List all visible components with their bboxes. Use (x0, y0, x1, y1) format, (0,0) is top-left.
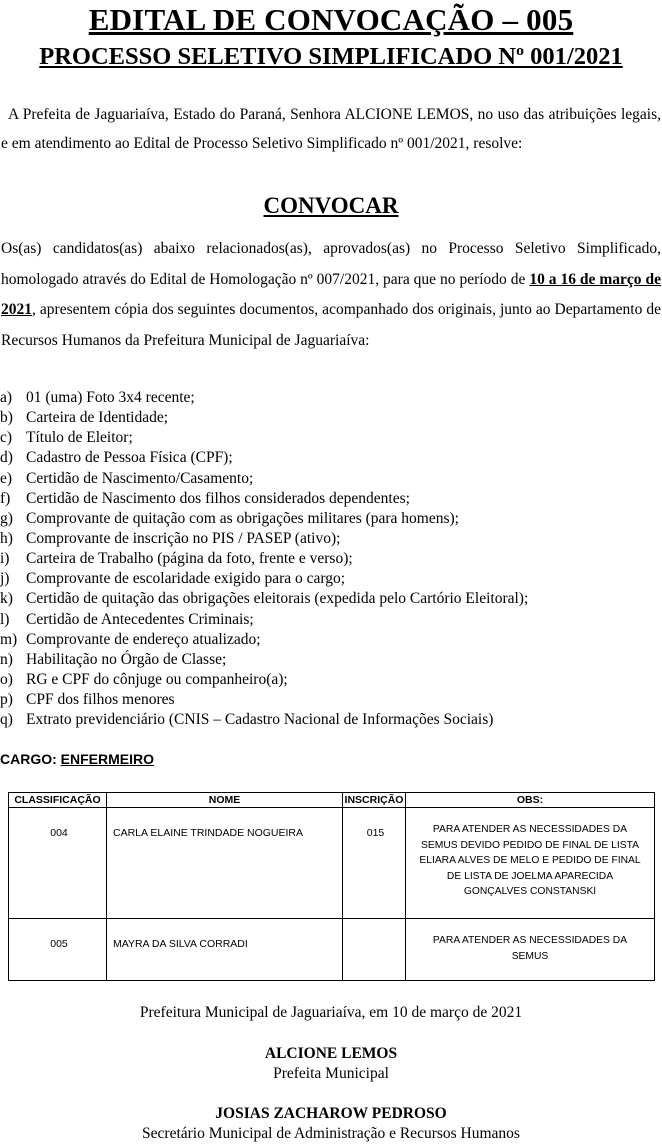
list-item-text: Extrato previdenciário (CNIS – Cadastro Nacional de Informações Sociais) (26, 711, 494, 729)
signer2-name: JOSIAS ZACHAROW PEDROSO (215, 1105, 447, 1122)
cell-classificacao: 004 (9, 808, 107, 919)
list-item-text: Carteira de Identidade; (26, 409, 169, 427)
document-list (0, 388, 660, 730)
deadline-date: 10 a 16 de março de 2021 (1, 270, 661, 318)
list-item-letter: d) (0, 449, 13, 467)
list-item-text: Certidão de Nascimento dos filhos considerados dependentes; (26, 489, 410, 507)
list-item-letter: e) (0, 469, 13, 487)
body-paragraph (1, 234, 661, 356)
list-item-letter: m) (0, 630, 18, 648)
document-list-item (0, 489, 660, 509)
document-list-item (0, 630, 660, 650)
column-header-obs: OBS: (406, 793, 655, 808)
document-list-item (0, 529, 660, 549)
list-item-letter: c) (0, 429, 13, 447)
cell-obs: PARA ATENDER AS NECESSIDADES DA SEMUS DEVIDO PEDIDO DE FINAL DE LISTA ELIARA ALVES DE MELO E PEDIDO DE FINAL DE LISTA DE JOELMA APARECIDA GONÇALVES CONSTANSKI (406, 808, 655, 919)
list-item-letter: k) (0, 590, 13, 608)
document-list-item (0, 549, 660, 569)
cargo-line (0, 751, 154, 767)
list-item-text: Cadastro de Pessoa Física (CPF); (26, 449, 233, 467)
cell-inscricao (343, 919, 406, 981)
list-item-text: Certidão de Antecedentes Criminais; (26, 610, 254, 628)
cell-nome: CARLA ELAINE TRINDADE NOGUEIRA (107, 808, 343, 919)
process-subtitle: PROCESSO SELETIVO SIMPLIFICADO Nº 001/2021 (39, 43, 623, 70)
list-item-text: Comprovante de endereço atualizado; (26, 630, 261, 648)
document-list-item (0, 610, 660, 630)
list-item-letter: q) (0, 711, 13, 729)
candidates-table (8, 792, 655, 981)
document-list-item (0, 428, 660, 448)
table-header-row (9, 793, 655, 808)
signer2-role: Secretário Municipal de Administração e Recursos Humanos (142, 1125, 520, 1142)
cell-inscricao: 015 (343, 808, 406, 919)
body-text-before-date: Os(as) candidatos(as) abaixo relacionados(as), aprovados(as) no Processo Seletivo Simplificado, homologado através do Edital de Homologação nº 007/2021, para que no período de (1, 240, 661, 288)
document-list-item (0, 589, 660, 609)
list-item-text: Comprovante de quitação com as obrigações militares (para homens); (26, 509, 459, 527)
document-list-item (0, 469, 660, 489)
document-list-item (0, 408, 660, 428)
list-item-text: Habilitação no Órgão de Classe; (26, 650, 227, 668)
list-item-text: Título de Eleitor; (26, 429, 133, 447)
document-list-item (0, 569, 660, 589)
document-list-item (0, 509, 660, 529)
cell-classificacao: 005 (9, 919, 107, 981)
list-item-text: RG e CPF do cônjuge ou companheiro(a); (26, 670, 288, 688)
cargo-value: ENFERMEIRO (60, 751, 155, 767)
column-header-inscricao: INSCRIÇÃO (343, 793, 406, 808)
list-item-text: Comprovante de escolaridade exigido para o cargo; (26, 570, 346, 588)
table-row (9, 808, 655, 919)
document-list-item (0, 650, 660, 670)
document-list-item (0, 710, 660, 730)
list-item-letter: b) (0, 409, 13, 427)
list-item-letter: a) (0, 389, 13, 406)
cell-obs: PARA ATENDER AS NECESSIDADES DA SEMUS (406, 919, 655, 981)
signer1-role: Prefeita Municipal (273, 1065, 389, 1082)
list-item-letter: g) (0, 509, 13, 527)
list-item-text: 01 (uma) Foto 3x4 recente; (26, 389, 195, 406)
list-item-text: Certidão de Nascimento/Casamento; (26, 469, 254, 487)
column-header-classificacao: CLASSIFICAÇÃO (9, 793, 107, 808)
list-item-text: Carteira de Trabalho (página da foto, frente e verso); (26, 550, 353, 568)
list-item-letter: i) (0, 550, 10, 568)
intro-paragraph: A Prefeita de Jaguariaíva, Estado do Paraná, Senhora ALCIONE LEMOS, no uso das atribuições legais, e em atendimento ao Edital de Processo Seletivo Simplificado nº 001/2021, resolve: (1, 106, 661, 152)
list-item-letter: n) (0, 650, 13, 668)
place-date: Prefeitura Municipal de Jaguariaíva, em 10 de março de 2021 (139, 1004, 523, 1021)
convocar-heading: CONVOCAR (263, 193, 399, 218)
body-text-after-date: , apresentem cópia dos seguintes documentos, acompanhado dos originais, junto ao Departamento de Recursos Humanos da Prefeitura Municipal de Jaguariaíva: (1, 301, 661, 349)
list-item-letter: p) (0, 691, 13, 709)
document-list-item (0, 388, 660, 408)
list-item-text: CPF dos filhos menores (26, 691, 175, 709)
table-row (9, 919, 655, 981)
document-list-item (0, 670, 660, 690)
list-item-letter: o) (0, 670, 13, 688)
list-item-letter: j) (0, 570, 10, 588)
signer1-name: ALCIONE LEMOS (264, 1045, 398, 1062)
edital-title: EDITAL DE CONVOCAÇÃO – 005 (88, 2, 574, 37)
list-item-letter: f) (0, 489, 11, 507)
list-item-letter: l) (0, 610, 10, 628)
column-header-nome: NOME (107, 793, 343, 808)
document-list-item (0, 448, 660, 468)
cell-nome: MAYRA DA SILVA CORRADI (107, 919, 343, 981)
list-item-text: Comprovante de inscrição no PIS / PASEP (ativo); (26, 529, 341, 547)
cargo-label: CARGO: (0, 751, 57, 767)
list-item-letter: h) (0, 529, 13, 547)
document-list-item (0, 690, 660, 710)
list-item-text: Certidão de quitação das obrigações eleitorais (expedida pelo Cartório Eleitoral); (26, 590, 529, 608)
